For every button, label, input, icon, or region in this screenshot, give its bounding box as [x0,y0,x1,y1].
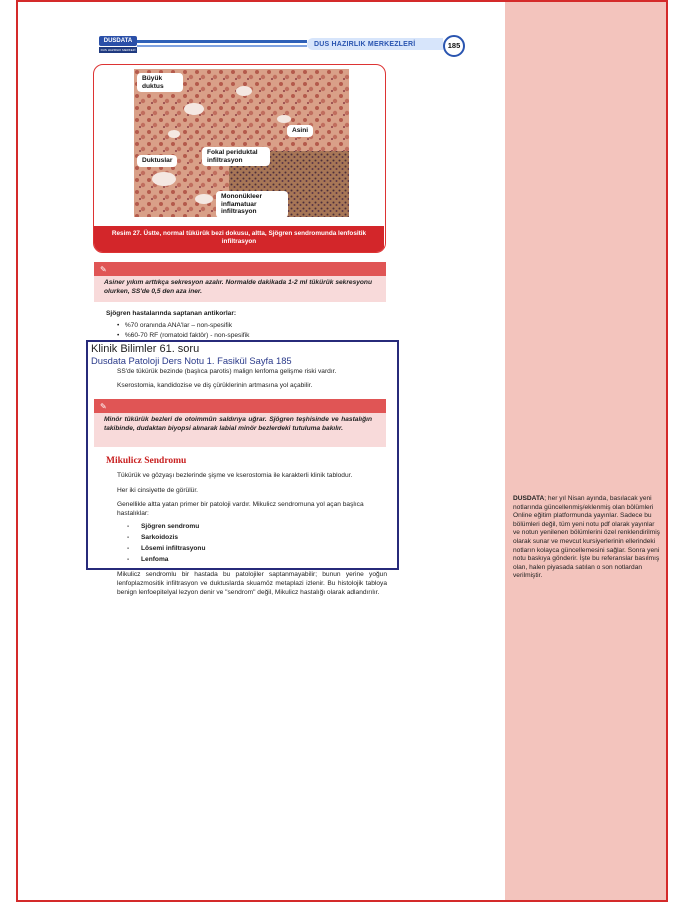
header-rule-thin [137,45,307,47]
list-item: - Sarkoidozis [127,532,205,543]
overlay-line-1: Klinik Bilimler 61. soru [91,343,200,355]
figure-caption: Resim 27. Üstte, normal tükürük bezi dokusu, altta, Sjögren sendromunda lenfositik infiltrasyon [94,226,384,252]
mikulicz-heading: Mikulicz Sendromu [106,456,187,466]
note-text-1: Asiner yıkım arttıkça sekresyon azalır. Normalde dakikada 1-2 ml tükürük sekresyonu olurken, SS'de 0,5 den aza iner. [104,279,372,295]
paragraph-kserostomia: Kserostomia, kandidozise ve diş çürüklerinin artmasına yol açabilir. [117,382,313,389]
header-rule [137,40,307,43]
antibody-item-2-text: %60-70 RF (romatoid faktör) - non-spesifik [124,332,250,339]
figure-box [93,64,386,253]
list-item: - Sjögren sendromu [127,521,205,532]
side-note [513,495,661,581]
label-asini: Asini [287,125,313,137]
note-text-2: Minör tükürük bezleri de otoimmün saldırıya uğrar. Sjögren teşhisinde ve hastalığın takibinde, dudaktan biyopsi alınarak labial minör bezlerdeki tutuluma bakılır. [104,416,372,432]
dusdata-logo [99,36,137,54]
note-box-1 [94,262,386,302]
antibody-item-2: • %60-70 RF (romatoid faktör) - non-spesifik [117,332,250,339]
overlay-line-2: Dusdata Patoloji Ders Notu 1. Fasikül Sayfa 185 [91,355,292,366]
antibody-item-1: • %70 oranında ANA'lar – non-spesifik [117,322,232,329]
reference-overlay [86,340,399,570]
label-duktuslar: Duktuslar [137,155,177,167]
side-note-text: ; her yıl Nisan ayında, basılacak yeni notlarında güncellenmiş/eklenmiş olan bölümleri Online eğitim platformunda yayınlar. Sadece bu bölümleri değil, tüm yeni notu pdf olarak yayınlar ve notun yenilenen bölümlerini özel renklendirilmiş olarak sunar ve mevcut kursiyerlerinin ellerindeki notların kolayca güncellemesini sağlar. Sonra yeni notu baskıya gönderir. İşte bu referanslar basılmış olan, halen piyasada satılan o son notlardan verilmiştir. [513,495,660,580]
page-number: 185 [443,35,465,57]
label-mononukleer: Mononükleer inflamatuar infiltrasyon [216,191,288,218]
mikulicz-p4: Mikulicz sendromlu bir hastada bu patolojiler saptanmayabilir; bunun yerine yoğun lenfoplazmositik infiltrasyon ve duktuslarda skuamöz metaplazi izlenir. Bu histolojik tabloya benign lenfoepitelyal lezyon denir ve "sendrom" değil, Mikulicz hastalığı olarak adlandırılır. [117,571,387,596]
label-buyuk-duktus: Büyük duktus [137,73,183,92]
side-panel [505,2,666,900]
antibodies-heading: Sjögren hastalarında saptanan antikorlar: [106,310,237,317]
side-note-brand: DUSDATA [513,495,545,502]
header-title: DUS HAZIRLIK MERKEZLERİ [314,41,416,48]
mikulicz-p2: Her iki cinsiyette de görülür. [117,487,198,494]
pen-icon: ✎ [100,402,107,411]
label-fokal-infiltrasyon: Fokal periduktal infiltrasyon [202,147,270,166]
note-bar [94,262,386,276]
pen-icon: ✎ [100,265,107,274]
list-item: - Lenfoma [127,554,205,565]
antibody-item-1-text: %70 oranında ANA'lar – non-spesifik [124,322,232,329]
mikulicz-p1: Tükürük ve gözyaşı bezlerinde şişme ve kserostomia ile karakterli klinik tablodur. [117,472,353,479]
overlay-title-area [88,342,397,368]
logo-top-text: DUSDATA [99,36,137,46]
paragraph-lenfoma: SS'de tükürük bezinde (başlıca parotis) malign lenfoma gelişme riski vardır. [117,368,337,375]
logo-bottom-text: DUS HAZIRLIK MERKEZİ [100,48,136,52]
list-item: - Lösemi infiltrasyonu [127,543,205,554]
mikulicz-p3: Genellikle altta yatan primer bir patoloji vardır. Mikulicz sendromuna yol açan başlıca hastalıklar: [117,501,364,517]
